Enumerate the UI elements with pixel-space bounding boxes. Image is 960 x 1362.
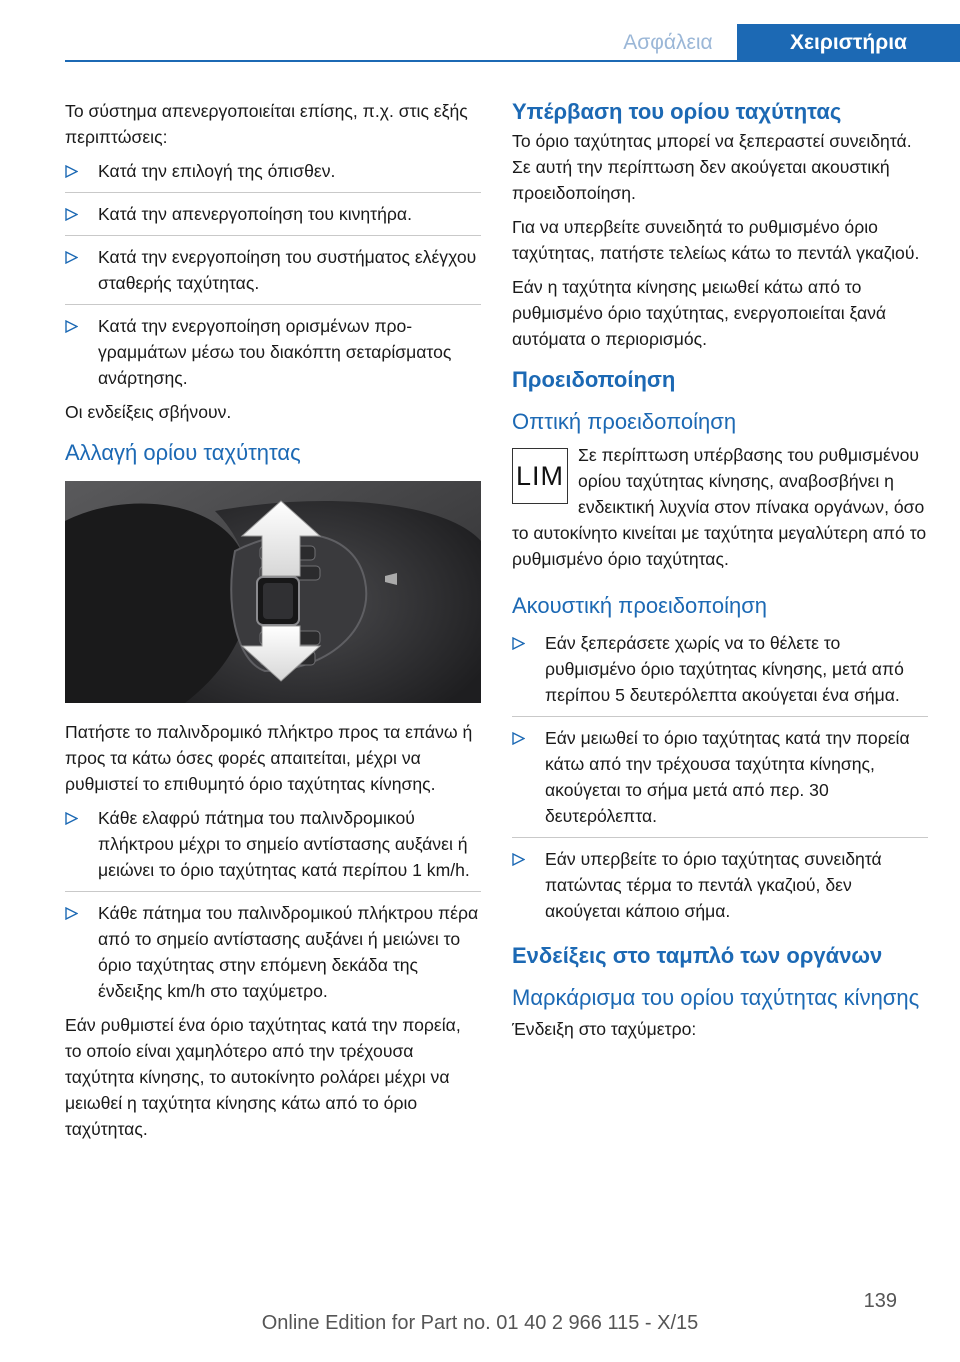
list-item [65, 244, 481, 305]
exceed-text: Το όριο ταχύτητας μπορεί να ξεπεραστεί συνειδητά. Σε αυτή την περίπτωση δεν ακούγεται ακουστική προειδοποίηση. [512, 131, 912, 203]
indicators-off-text: Οι ενδείξεις σβήνουν. [65, 402, 232, 422]
triangle-bullet-icon [65, 812, 78, 825]
deactivation-cases-list [65, 158, 481, 391]
change-limit-heading: Αλλαγή ορίου ταχύτητας [65, 440, 301, 465]
list-item [512, 725, 928, 838]
list-item-text: Κατά την επιλογή της όπισθεν. [98, 161, 336, 181]
page-header [0, 0, 960, 62]
intro-text: Το σύστημα απενεργοποιείται επίσης, π.χ. στις εξής περιπτώσεις: [65, 101, 468, 147]
press-instruction-text: Πατήστε το παλινδρομικό πλήκτρο προς τα επάνω ή προς τα κάτω όσες φορές απαιτείται, μέχρι να ρυθμιστεί το επιθυμητό όριο ταχύτητας κίνησης. [65, 722, 473, 794]
list-item [512, 846, 928, 924]
list-item-text: Κάθε ελαφρύ πάτημα του παλινδρομικού πλήκτρου μέχρι το σημείο αντίστασης αυξάνει ή μειώνει το όριο ταχύτητας κατά περίπου 1 km/h. [98, 808, 470, 880]
warning-heading: Προειδοποίηση [512, 367, 676, 392]
list-item-text: Εάν ξεπεράσετε χωρίς να το θέλετε το ρυθμισμένο όριο ταχύτητας κίνησης, μετά από περίπου 5 δευτερόλεπτα ακούγεται ένα σήμα. [545, 633, 904, 705]
left-column [65, 98, 481, 1150]
exceed-limit-heading: Υπέρβαση του ορίου ταχύτητας [512, 99, 842, 124]
lim-indicator-icon: LIM [512, 448, 568, 504]
list-item-text: Κατά την ενεργοποίηση του συστήματος ελέγχου σταθερής ταχύτητας. [98, 247, 477, 293]
header-rule [65, 60, 960, 62]
triangle-bullet-icon [512, 732, 525, 745]
list-item-text: Εάν υπερβείτε το όριο ταχύτητας συνειδητά πατώντας τέρμα το πεντάλ γκαζιού, δεν ακούγεται κάποιο σήμα. [545, 849, 882, 921]
triangle-bullet-icon [65, 320, 78, 333]
edition-footer: Online Edition for Part no. 01 40 2 966 115 - X/15 [261, 1312, 699, 1334]
instrument-cluster-heading: Ενδείξεις στο ταμπλό των οργάνων [512, 943, 883, 968]
list-item [65, 900, 481, 1004]
press-behaviour-list [65, 805, 481, 1004]
adjust-during-drive-text: Εάν ρυθμιστεί ένα όριο ταχύτητας κατά την πορεία, το οποίο είναι χαμηλότερο από την τρέχουσα ταχύτητα κίνησης, το αυτοκίνητο ρολάρει μέχρι να μειωθεί η ταχύτητα κίνησης κάτω από το όριο ταχύτητας. [65, 1015, 461, 1139]
exceed-text-2: Για να υπερβείτε συνειδητά το ρυθμισμένο όριο ταχύτητας, πατήστε τελείως κάτω το πεντάλ γκαζιού. [512, 217, 920, 263]
optical-warning-heading: Οπτική προειδοποίηση [512, 409, 737, 434]
page-number: 139 [863, 1290, 897, 1312]
triangle-bullet-icon [65, 907, 78, 920]
list-item [65, 201, 481, 236]
list-item [65, 158, 481, 193]
triangle-bullet-icon [512, 853, 525, 866]
header-section-label: Ασφάλεια [623, 31, 713, 54]
list-item-text: Κάθε πάτημα του παλινδρομικού πλήκτρου πέρα από το σημείο αντίστασης αυξάνει ή μειώνει το όριο ταχύτητας στην επόμενη δεκάδα της ένδειξης km/h στο ταχύμετρο. [98, 903, 479, 1001]
header-chapter-tab: Χειριστήρια [737, 24, 960, 62]
exceed-text-3: Εάν η ταχύτητα κίνησης μειωθεί κάτω από το ρυθμισμένο όριο ταχύτητας, ενεργοποιείται ξανά αυτόματα ο περιορισμός. [512, 277, 887, 349]
list-item-text: Κατά την απενεργοποίηση του κινητήρα. [98, 204, 412, 224]
steering-wheel-illustration [65, 481, 481, 703]
optical-warning-block [512, 442, 928, 572]
list-item [65, 805, 481, 892]
triangle-bullet-icon [65, 251, 78, 264]
acoustic-warning-heading: Ακουστική προειδοποίηση [512, 593, 768, 618]
speedometer-display-text: Ένδειξη στο ταχύμετρο: [512, 1019, 697, 1039]
list-item-text: Κατά την ενεργοποίηση ορισμένων προγραμμάτων μέσω του διακόπτη σεταρίσματος ανάρτησης. [98, 316, 452, 388]
list-item [512, 630, 928, 717]
optical-warning-text: Σε περίπτωση υπέρβασης του ρυθμισμένου ορίου ταχύτητας κίνησης, αναβοσβήνει η ενδεικτική λυχνία στον πίνακα οργάνων, όσο το αυτοκίνητο κινείται με ταχύτητα μεγαλύτερη από το ρυθμισμένο όριο ταχύτητας. [512, 445, 927, 569]
steering-wheel-rocker-switch-image [65, 481, 481, 703]
acoustic-warning-list [512, 630, 928, 924]
triangle-bullet-icon [512, 637, 525, 650]
list-item [65, 313, 481, 391]
triangle-bullet-icon [65, 165, 78, 178]
right-column [512, 98, 928, 1050]
limit-marking-heading: Μαρκάρισμα του ορίου ταχύτητας κίνησης [512, 985, 920, 1010]
triangle-bullet-icon [65, 208, 78, 221]
list-item-text: Εάν μειωθεί το όριο ταχύτητας κατά την πορεία κάτω από την τρέχουσα ταχύτητα κίνησης, ακούγεται το σήμα μετά από περ. 30 δευτερόλεπτα. [545, 728, 910, 826]
